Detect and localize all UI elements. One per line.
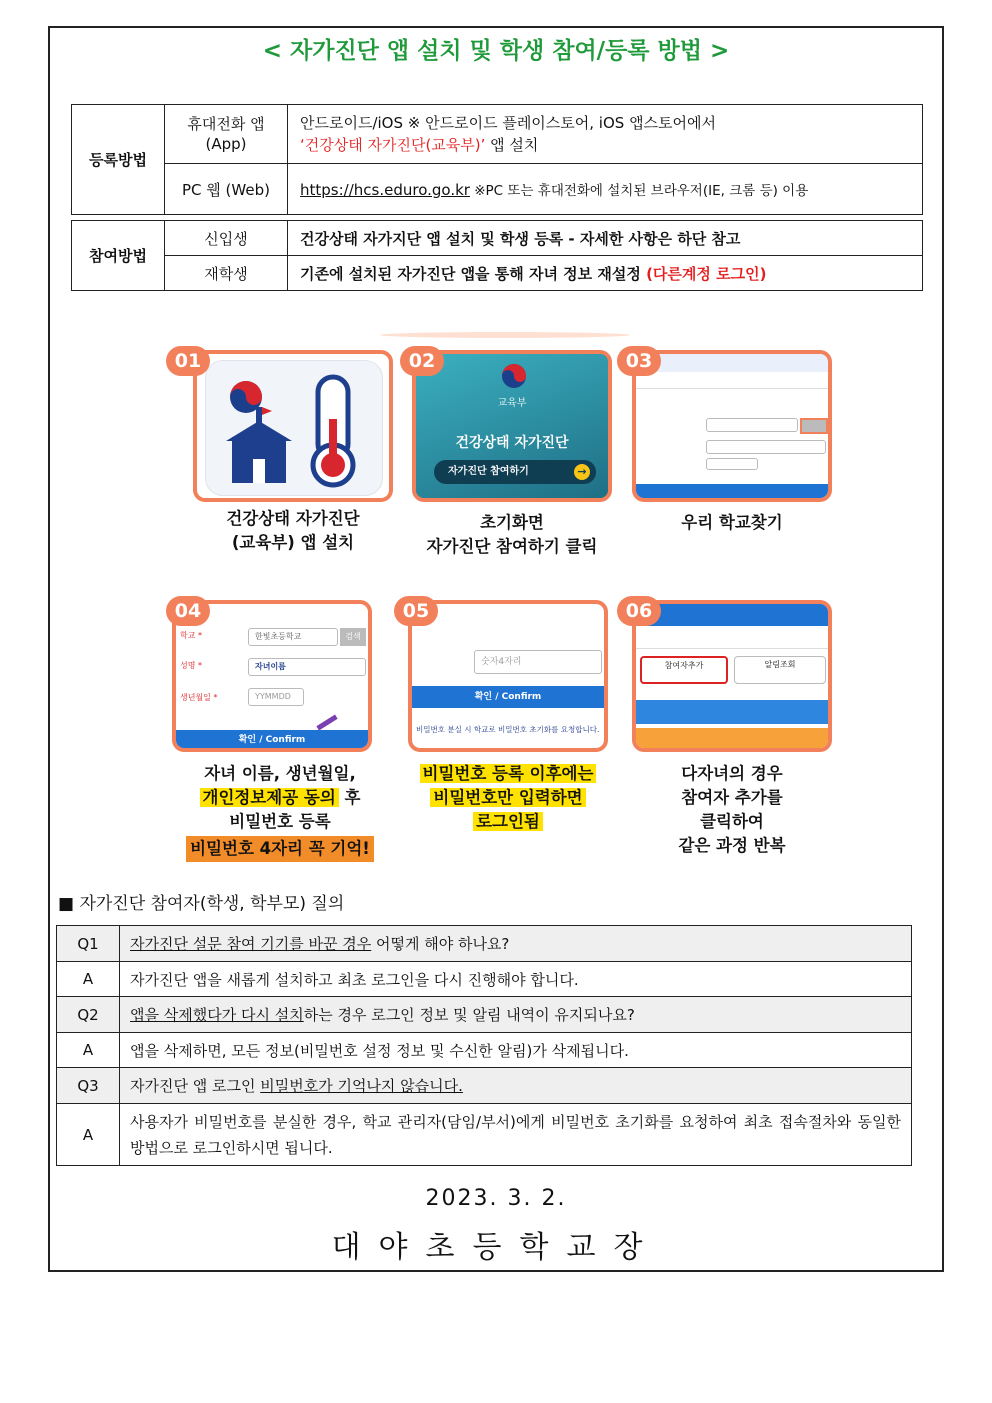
- step-badge-02: 02: [400, 346, 444, 376]
- faq-row-q3: [57, 1068, 912, 1104]
- password-reminder-highlight: 비밀번호 4자리 꼭 기억!: [186, 836, 374, 862]
- step-badge-01: 01: [166, 346, 210, 376]
- new-student-label: 신입생: [165, 221, 288, 256]
- government-logo-icon: [500, 362, 528, 390]
- participant-card-1[interactable]: [636, 700, 828, 724]
- ministry-label: 교육부: [497, 398, 527, 409]
- faq-row-q1: [57, 926, 912, 962]
- faq-text: 앱을 삭제했다가 다시 설치하는 경우 로그인 정보 및 알림 내역이 유지되나요?: [120, 997, 912, 1033]
- faq-text: 자가진단 앱을 새롭게 설치하고 최초 로그인을 다시 진행해야 합니다.: [120, 962, 912, 997]
- add-participant-button[interactable]: 참여자추가: [640, 656, 728, 684]
- registration-table: [71, 104, 923, 215]
- step-06-caption: 다자녀의 경우 참여자 추가를 클릭하여 같은 과정 반복: [678, 764, 786, 855]
- password-field[interactable]: 숫자4자리: [474, 650, 602, 674]
- page-title: < 자가진단 앱 설치 및 학생 참여/등록 방법 >: [262, 38, 730, 64]
- school-name-field[interactable]: 한빛초등학교: [248, 628, 338, 646]
- step-05-caption: 비밀번호 등록 이후에는 비밀번호만 입력하면 로그인됨: [388, 762, 628, 834]
- step-03-caption: 우리 학교찾기: [681, 513, 783, 532]
- web-label: PC 웹 (Web): [165, 164, 288, 215]
- document-date: 2023. 3. 2.: [425, 1186, 567, 1211]
- start-selfcheck-button[interactable]: 자가진단 참여하기 →: [434, 460, 596, 484]
- step-05-confirm-button[interactable]: 확인 / Confirm: [412, 686, 604, 708]
- step-badge-06: 06: [617, 596, 661, 626]
- step-badge-05: 05: [394, 596, 438, 626]
- faq-label: Q2: [57, 997, 120, 1033]
- participant-card-2[interactable]: [636, 728, 828, 750]
- step-02-image: [412, 350, 612, 502]
- step-badge-03: 03: [617, 346, 661, 376]
- app-description: 안드로이드/iOS ※ 안드로이드 플레이스토어, iOS 앱스토어에서 ‘건강상태 자가진단(교육부)’ 앱 설치: [288, 105, 923, 164]
- participation-table: [71, 220, 923, 291]
- faq-row-a2: [57, 1033, 912, 1068]
- step-03-image: [632, 350, 832, 502]
- participation-header: 참여방법: [72, 221, 165, 291]
- child-name-field[interactable]: 자녀이름: [248, 658, 366, 676]
- registration-header: 등록방법: [72, 105, 165, 215]
- web-description: https://hcs.eduro.go.kr ※PC 또는 휴대전화에 설치된 브라우저(IE, 크롬 등) 이용: [288, 164, 923, 215]
- step-05-image: [408, 600, 608, 752]
- step-02-caption: 초기화면 자가진단 참여하기 클릭: [426, 513, 598, 556]
- step-04-image: 학교 * 한빛초등학교 검색 성명 * 자녀이름 생년월일 * YYMMDD 확인 / Confirm: [172, 600, 372, 752]
- faq-label: Q1: [57, 926, 120, 962]
- school-search-small-button[interactable]: 검색: [340, 628, 366, 646]
- faq-row-q2: [57, 997, 912, 1033]
- step-01-image: [193, 350, 393, 502]
- pen-icon: [316, 715, 337, 731]
- screen-title: 건강상태 자가진단: [455, 435, 569, 451]
- school-principal: 대야초등학교장: [331, 1230, 661, 1265]
- school-search-button[interactable]: [800, 418, 828, 434]
- new-student-description: 건강상태 자가지단 앱 설치 및 학생 등록 - 자세한 사항은 하단 참고: [288, 221, 923, 256]
- current-student-label: 재학생: [165, 256, 288, 291]
- birthdate-field[interactable]: YYMMDD: [248, 688, 304, 706]
- faq-table: [56, 925, 912, 1166]
- level-field: [706, 440, 826, 454]
- school-search-field[interactable]: [706, 418, 798, 432]
- faq-label: Q3: [57, 1068, 120, 1104]
- step-04-caption: 자녀 이름, 생년월일, 개인정보제공 동의 후 비밀번호 등록 비밀번호 4자리 꼭 기억!: [152, 762, 408, 862]
- app-label: 휴대전화 앱 (App): [165, 105, 288, 164]
- faq-row-a3: [57, 1104, 912, 1166]
- faq-label: A: [57, 962, 120, 997]
- alarm-check-button[interactable]: 알림조회: [734, 656, 826, 684]
- current-student-description: 기존에 설치된 자가진단 앱을 통해 자녀 정보 재설정 (다른계정 로그인): [288, 256, 923, 291]
- step-04-confirm-button[interactable]: 확인 / Confirm: [176, 730, 368, 750]
- step-badge-04: 04: [166, 596, 210, 626]
- faq-text: 사용자가 비밀번호를 분실한 경우, 학교 관리자(담임/부서)에게 비밀번호 초기화를 요청하여 최초 접속절차와 동일한 방법으로 로그인하시면 됩니다.: [120, 1104, 912, 1166]
- faq-heading: ■ 자가진단 참여자(학생, 학부모) 질의: [58, 894, 345, 914]
- step-03-confirm-bar[interactable]: [636, 484, 828, 500]
- web-url-link[interactable]: https://hcs.eduro.go.kr: [300, 181, 470, 199]
- faq-text: 자가진단 설문 참여 기기를 바꾼 경우 어떻게 해야 하나요?: [120, 926, 912, 962]
- faq-row-a1: [57, 962, 912, 997]
- faq-label: A: [57, 1104, 120, 1166]
- faq-text: 앱을 삭제하면, 모든 정보(비밀번호 설정 정보 및 수신한 알림)가 삭제됩니다.: [120, 1033, 912, 1068]
- decorative-arc: [380, 332, 630, 338]
- step-06-image: [632, 600, 832, 752]
- app-icon: [205, 360, 383, 496]
- faq-text: 자가진단 앱 로그인 비밀번호가 기억나지 않습니다.: [120, 1068, 912, 1104]
- faq-label: A: [57, 1033, 120, 1068]
- arrow-icon: →: [574, 464, 590, 480]
- school-thermometer-icon: [206, 361, 382, 495]
- step-01-caption: 건강상태 자가진단 (교육부) 앱 설치: [226, 509, 360, 552]
- password-reset-note: 비밀번호 분실 시 학교로 비밀번호 초기화를 요청합니다.: [416, 725, 600, 734]
- birth-field: [706, 458, 758, 470]
